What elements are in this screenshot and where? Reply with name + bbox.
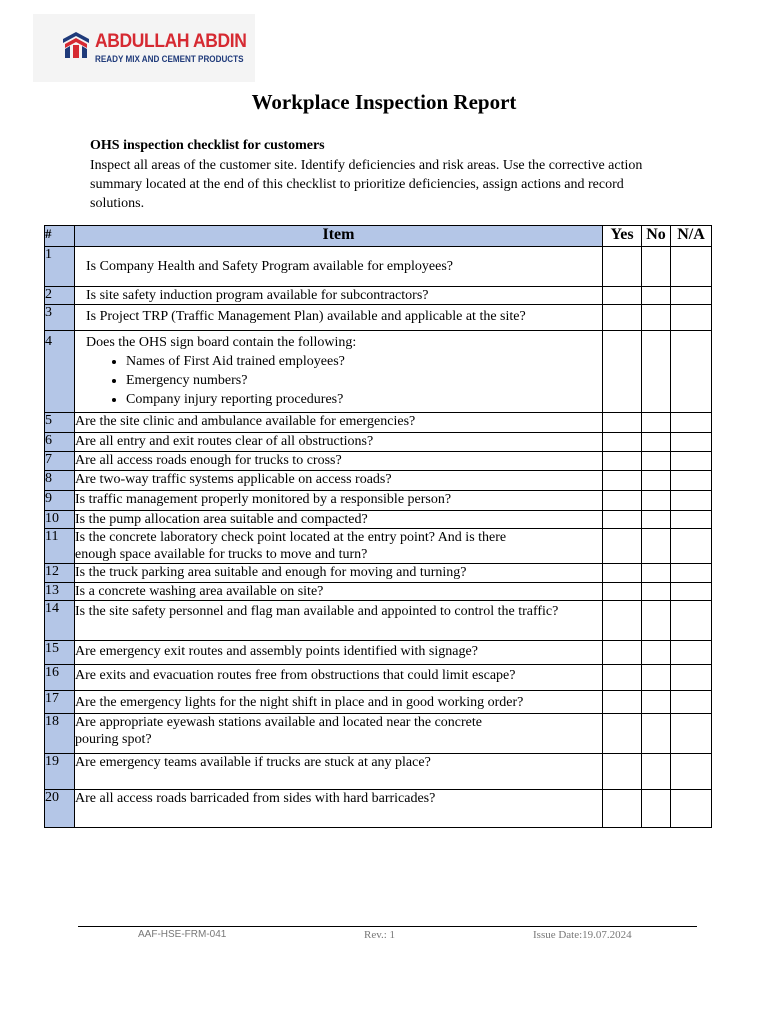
table-row — [45, 452, 712, 471]
bullet-item: • Company injury reporting procedures? — [126, 390, 602, 409]
sign-board-bullet-list — [86, 352, 602, 409]
no-cell[interactable] — [642, 665, 671, 691]
row-item-text: Are all access roads barricaded from sides with hard barricades? — [75, 790, 603, 828]
no-cell[interactable] — [642, 583, 671, 601]
intro-text: Inspect all areas of the customer site. Identify deficiencies and risk areas. Use the corrective action summary located at the end of this checklist to prioritize deficiencies, assign actions and record solutions. — [90, 158, 643, 211]
row-item-text: Is site safety induction program available for subcontractors? — [75, 287, 603, 305]
na-cell[interactable] — [671, 691, 712, 714]
row-number: 9 — [45, 491, 75, 511]
header-no: No — [642, 226, 671, 247]
company-logo — [33, 14, 255, 82]
no-cell[interactable] — [642, 754, 671, 790]
yes-cell[interactable] — [603, 665, 642, 691]
row-number: 13 — [45, 583, 75, 601]
yes-cell[interactable] — [603, 754, 642, 790]
footer-issue-date: Issue Date:19.07.2024 — [533, 929, 632, 941]
table-row — [45, 564, 712, 583]
na-cell[interactable] — [671, 433, 712, 452]
row-number: 3 — [45, 305, 75, 331]
no-cell[interactable] — [642, 691, 671, 714]
no-cell[interactable] — [642, 287, 671, 305]
yes-cell[interactable] — [603, 691, 642, 714]
row-item-text: Is Company Health and Safety Program available for employees? — [75, 247, 603, 287]
no-cell[interactable] — [642, 511, 671, 529]
row-item-text: Are the site clinic and ambulance available for emergencies? — [75, 413, 603, 433]
na-cell[interactable] — [671, 305, 712, 331]
na-cell[interactable] — [671, 754, 712, 790]
row-number: 19 — [45, 754, 75, 790]
header-item: Item — [75, 226, 603, 247]
table-row — [45, 305, 712, 331]
table-row — [45, 433, 712, 452]
yes-cell[interactable] — [603, 790, 642, 828]
na-cell[interactable] — [671, 714, 712, 754]
no-cell[interactable] — [642, 529, 671, 564]
yes-cell[interactable] — [603, 413, 642, 433]
inspection-checklist-table — [44, 225, 712, 828]
row-number: 11 — [45, 529, 75, 564]
row-item-text: Is the pump allocation area suitable and compacted? — [75, 511, 603, 529]
row-item-text: Are all access roads enough for trucks to cross? — [75, 452, 603, 471]
no-cell[interactable] — [642, 790, 671, 828]
table-row — [45, 287, 712, 305]
row-number: 20 — [45, 790, 75, 828]
intro-heading: OHS inspection checklist for customers — [90, 138, 325, 153]
table-row — [45, 641, 712, 665]
table-row — [45, 247, 712, 287]
na-cell[interactable] — [671, 331, 712, 413]
table-row — [45, 583, 712, 601]
no-cell[interactable] — [642, 433, 671, 452]
row-item-text: Are appropriate eyewash stations available and located near the concrete pouring spot? — [75, 714, 603, 754]
row-item-text: Are emergency teams available if trucks are stuck at any place? — [75, 754, 603, 790]
row-item-text: Is the truck parking area suitable and enough for moving and turning? — [75, 564, 603, 583]
na-cell[interactable] — [671, 790, 712, 828]
row-number: 8 — [45, 471, 75, 491]
no-cell[interactable] — [642, 714, 671, 754]
no-cell[interactable] — [642, 305, 671, 331]
yes-cell[interactable] — [603, 491, 642, 511]
yes-cell[interactable] — [603, 287, 642, 305]
no-cell[interactable] — [642, 413, 671, 433]
row-item-text: Is traffic management properly monitored by a responsible person? — [75, 491, 603, 511]
row-item-text: Are all entry and exit routes clear of all obstructions? — [75, 433, 603, 452]
row-item-text: Does the OHS sign board contain the following: — [86, 335, 357, 350]
row-number: 5 — [45, 413, 75, 433]
na-cell[interactable] — [671, 641, 712, 665]
na-cell[interactable] — [671, 529, 712, 564]
row-number: 7 — [45, 452, 75, 471]
table-row — [45, 691, 712, 714]
na-cell[interactable] — [671, 601, 712, 641]
row-number: 10 — [45, 511, 75, 529]
row-number: 12 — [45, 564, 75, 583]
yes-cell[interactable] — [603, 471, 642, 491]
logo-tagline: READY MIX AND CEMENT PRODUCTS — [95, 54, 244, 64]
na-cell[interactable] — [671, 564, 712, 583]
yes-cell[interactable] — [603, 601, 642, 641]
yes-cell[interactable] — [603, 433, 642, 452]
yes-cell[interactable] — [603, 564, 642, 583]
row-item-text: Is a concrete washing area available on site? — [75, 583, 603, 601]
bullet-item: • Names of First Aid trained employees? — [126, 352, 602, 371]
header-yes: Yes — [603, 226, 642, 247]
table-row — [45, 413, 712, 433]
table-row — [45, 665, 712, 691]
no-cell[interactable] — [642, 601, 671, 641]
na-cell[interactable] — [671, 287, 712, 305]
table-row — [45, 471, 712, 491]
row-number: 2 — [45, 287, 75, 305]
table-row — [45, 511, 712, 529]
no-cell[interactable] — [642, 564, 671, 583]
row-number: 15 — [45, 641, 75, 665]
table-row — [45, 790, 712, 828]
no-cell[interactable] — [642, 641, 671, 665]
table-row — [45, 601, 712, 641]
na-cell[interactable] — [671, 491, 712, 511]
logo-company-name: ABDULLAH ABDIN — [95, 31, 247, 52]
row-item-text: Are two-way traffic systems applicable on access roads? — [75, 471, 603, 491]
na-cell[interactable] — [671, 665, 712, 691]
row-number: 18 — [45, 714, 75, 754]
row-item-cell — [75, 331, 603, 413]
row-number: 4 — [45, 331, 75, 413]
na-cell[interactable] — [671, 511, 712, 529]
table-row — [45, 491, 712, 511]
yes-cell[interactable] — [603, 452, 642, 471]
row-item-text: Is the site safety personnel and flag man available and appointed to control the traffic? — [75, 601, 603, 641]
yes-cell[interactable] — [603, 714, 642, 754]
row-item-text: Are the emergency lights for the night shift in place and in good working order? — [75, 691, 603, 714]
table-row — [45, 331, 712, 413]
row-item-text: Are emergency exit routes and assembly points identified with signage? — [75, 641, 603, 665]
header-number: # — [45, 226, 75, 247]
aaf-logo-mark-icon — [61, 30, 91, 60]
table-row — [45, 529, 712, 564]
yes-cell[interactable] — [603, 305, 642, 331]
table-row — [45, 714, 712, 754]
yes-cell[interactable] — [603, 511, 642, 529]
footer-divider — [78, 926, 697, 927]
row-number: 16 — [45, 665, 75, 691]
no-cell[interactable] — [642, 331, 671, 413]
bullet-item: • Emergency numbers? — [126, 371, 602, 390]
row-item-text: Is Project TRP (Traffic Management Plan) available and applicable at the site? — [75, 305, 603, 331]
na-cell[interactable] — [671, 583, 712, 601]
yes-cell[interactable] — [603, 583, 642, 601]
row-number: 6 — [45, 433, 75, 452]
footer-form-code: AAF-HSE-FRM-041 — [138, 929, 227, 940]
yes-cell[interactable] — [603, 331, 642, 413]
row-item-text: Are exits and evacuation routes free from obstructions that could limit escape? — [75, 665, 603, 691]
yes-cell[interactable] — [603, 641, 642, 665]
no-cell[interactable] — [642, 491, 671, 511]
na-cell[interactable] — [671, 413, 712, 433]
footer-revision: Rev.: 1 — [364, 929, 396, 941]
row-number: 17 — [45, 691, 75, 714]
header-na: N/A — [671, 226, 712, 247]
no-cell[interactable] — [642, 247, 671, 287]
table-header-row — [45, 226, 712, 247]
table-row — [45, 754, 712, 790]
row-number: 14 — [45, 601, 75, 641]
na-cell[interactable] — [671, 471, 712, 491]
na-cell[interactable] — [671, 452, 712, 471]
yes-cell[interactable] — [603, 529, 642, 564]
na-cell[interactable] — [671, 247, 712, 287]
report-title: Workplace Inspection Report — [251, 90, 517, 114]
no-cell[interactable] — [642, 471, 671, 491]
row-number: 1 — [45, 247, 75, 287]
yes-cell[interactable] — [603, 247, 642, 287]
row-item-text: Is the concrete laboratory check point located at the entry point? And is there enough space available for trucks to move and turn? — [75, 529, 603, 564]
no-cell[interactable] — [642, 452, 671, 471]
